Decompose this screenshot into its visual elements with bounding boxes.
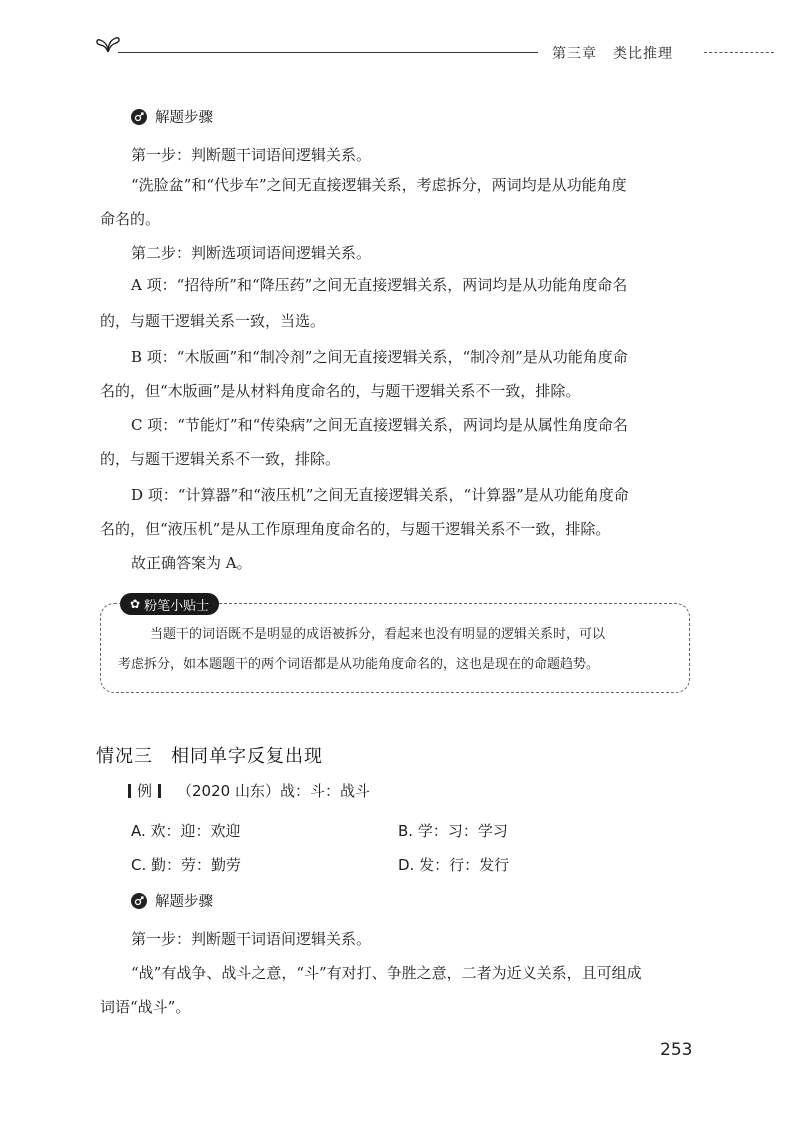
option-d-analysis: 名的，但“液压机”是从工作原理角度命名的，与题干逻辑关系不一致，排除。 [100, 520, 611, 538]
paragraph-line: “洗脸盆”和“代步车”之间无直接逻辑关系，考虑拆分，两词均是从功能角度 [131, 176, 627, 194]
sprout-icon [94, 32, 122, 54]
option-c-analysis: C 项：“节能灯”和“传染病”之间无直接逻辑关系，两词均是从属性角度命名 [131, 416, 628, 434]
paragraph-line: 命名的。 [100, 210, 161, 228]
answer-line: 故正确答案为 A。 [131, 554, 252, 572]
section-title [96, 742, 323, 768]
header-rule-right [704, 52, 774, 53]
chapter-number: 第三章 [552, 46, 597, 62]
example-label: 例 [137, 782, 153, 800]
option-b-analysis: B 项：“木版画”和“制冷剂”之间无直接逻辑关系，“制冷剂”是从功能角度命 [131, 348, 628, 366]
option-c: C. 勤：劳：勤劳 [131, 856, 242, 874]
tip-line: 考虑拆分，如本题题干的两个词语都是从功能角度命名的，这也是现在的命题趋势。 [118, 657, 600, 672]
chapter-title: 类比推理 [613, 46, 673, 62]
paragraph-line: “战”有战争、战斗之意，“斗”有对打、争胜之意，二者为近义关系，且可组成 [131, 964, 642, 982]
page-number: 253 [660, 1040, 693, 1060]
option-a-analysis: A 项：“招待所”和“降压药”之间无直接逻辑关系，两词均是从功能角度命名 [131, 276, 628, 294]
option-c-analysis: 的，与题干逻辑关系不一致，排除。 [100, 450, 341, 468]
steps-icon [131, 893, 147, 909]
solution-heading [131, 890, 213, 911]
solution-heading-text: 解题步骤 [155, 894, 213, 910]
steps-icon [131, 109, 147, 125]
bracket-mark [128, 784, 131, 798]
tip-label-text: 粉笔小贴士 [144, 598, 210, 614]
tip-line: 当题干的词语既不是明显的成语被拆分，看起来也没有明显的逻辑关系时，可以 [150, 627, 606, 642]
paragraph-line: 词语“战斗”。 [100, 998, 191, 1016]
option-d-analysis: D 项：“计算器”和“液压机”之间无直接逻辑关系，“计算器”是从功能角度命 [131, 486, 629, 504]
option-d: D. 发：行：发行 [398, 856, 510, 874]
section-number: 情况三 [96, 746, 153, 767]
example-question-text: （2020 山东）战：斗：战斗 [177, 782, 370, 800]
sprout-icon: ✿ [130, 597, 141, 611]
option-b-analysis: 名的，但“木版画”是从材料角度命名的，与题干逻辑关系不一致，排除。 [100, 382, 581, 400]
option-a-analysis: 的，与题干逻辑关系一致，当选。 [100, 312, 326, 330]
running-header [552, 43, 689, 63]
solution-heading-text: 解题步骤 [155, 110, 213, 126]
example-question [128, 780, 370, 801]
step-one: 第一步：判断题干词语间逻辑关系。 [131, 146, 372, 164]
solution-heading [131, 106, 213, 127]
bracket-mark [158, 784, 161, 798]
section-heading: 相同单字反复出现 [171, 746, 323, 767]
step-two: 第二步：判断选项词语间逻辑关系。 [131, 244, 372, 262]
step-one: 第一步：判断题干词语间逻辑关系。 [131, 930, 372, 948]
option-a: A. 欢：迎：欢迎 [131, 822, 241, 840]
header-rule [118, 52, 538, 53]
option-b: B. 学：习：学习 [398, 822, 508, 840]
tip-label [120, 593, 219, 615]
